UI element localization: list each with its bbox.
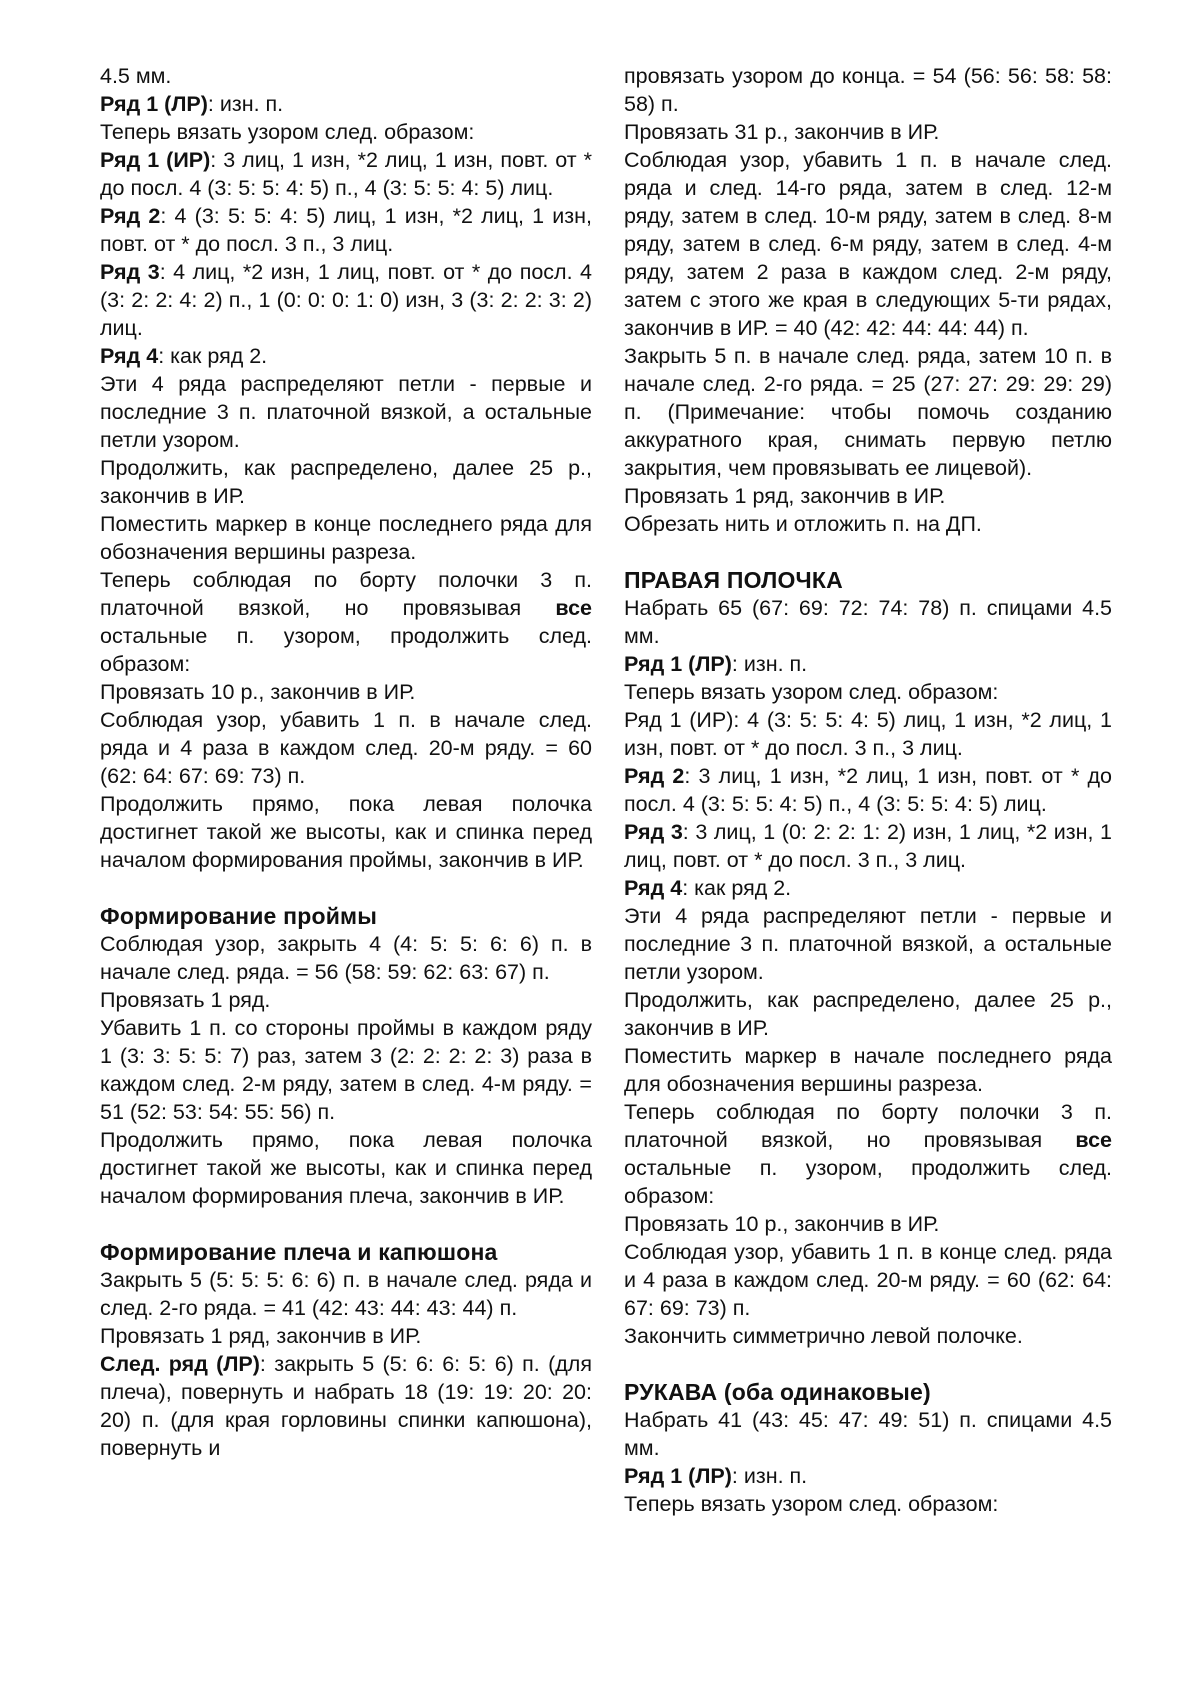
paragraph [100,62,592,90]
paragraph [100,90,592,118]
paragraph [100,118,592,146]
paragraph [624,818,1112,874]
text-run: Провязать 10 р., закончив в ИР. [100,680,416,704]
bold-run: Ряд 4 [100,344,159,368]
bold-run: Ряд 3 [100,260,160,284]
section-heading [624,566,1112,594]
text-run: Закончить симметрично левой полочке. [624,1324,1023,1348]
left-text-column [100,62,592,1462]
text-run: : 3 лиц, 1 (0: 2: 2: 1: 2) изн, 1 лиц, *2 изн, 1 лиц, повт. от * до посл. 3 п., 3 лиц. [624,820,1112,872]
text-run: : 4 лиц, *2 изн, 1 лиц, повт. от * до посл. 4 (3: 2: 2: 4: 2) п., 1 (0: 0: 0: 1: 0) изн, 3 (3: 2: 2: 3: 2) лиц. [100,260,592,340]
paragraph [624,1238,1112,1322]
paragraph [624,902,1112,986]
text-run: остальные п. узором, продолжить след. образом: [100,624,592,676]
text-run: Теперь соблюдая по борту полочки 3 п. платочной вязкой, но провязывая [100,568,592,620]
paragraph [624,762,1112,818]
section-heading [100,902,592,930]
paragraph [624,1042,1112,1098]
paragraph [100,258,592,342]
paragraph [100,146,592,202]
text-run: : изн. п. [731,652,808,676]
bold-run: Ряд 1 (ЛР) [624,652,732,676]
paragraph [624,986,1112,1042]
paragraph [100,202,592,258]
text-run: Убавить 1 п. со стороны проймы в каждом ряду 1 (3: 3: 5: 5: 7) раз, затем 3 (2: 2: 2: 2: 3) раза в каждом след. 2-м ряду, затем в след. 4-м ряду. = 51 (52: 53: 54: 55: 56) п. [100,1016,592,1124]
text-run: Теперь соблюдая по борту полочки 3 п. платочной вязкой, но провязывая [624,1100,1112,1152]
text-run: Соблюдая узор, убавить 1 п. в начале след. ряда и след. 14-го ряда, затем в след. 12-м ряду, затем в след. 10-м ряду, затем в след. 8-м ряду, затем в след. 6-м ряду, затем в след. 4-м ряду, затем 2 раза в каждом след. 2-м ряду, затем с этого же края в следующих 5-ти рядах, закончив в ИР. = 40 (42: 42: 44: 44: 44) п. [624,148,1112,340]
text-run: Продолжить прямо, пока левая полочка достигнет такой же высоты, как и спинка перед началом формирования проймы, закончив в ИР. [100,792,592,872]
paragraph [100,986,592,1014]
paragraph [100,1350,592,1462]
bold-run: Ряд 2 [100,204,161,228]
text-run: Провязать 31 р., закончив в ИР. [624,120,940,144]
text-run: : 3 лиц, 1 изн, *2 лиц, 1 изн, повт. от * до посл. 4 (3: 5: 5: 4: 5) п., 4 (3: 5: 5: 4: 5) лиц. [624,764,1112,816]
paragraph [624,650,1112,678]
bold-run: След. ряд (ЛР) [100,1352,260,1376]
paragraph [624,1322,1112,1350]
text-run: Провязать 1 ряд, закончив в ИР. [624,484,946,508]
text-run: : закрыть 5 (5: 6: 6: 5: 6) п. (для плеча), повернуть и набрать 18 (19: 19: 20: 20: 20) п. (для края горловины спинки капюшона), повернуть и [100,1352,592,1460]
text-run: : изн. п. [731,1464,808,1488]
bold-run: все [555,596,592,620]
paragraph [100,678,592,706]
paragraph [100,1322,592,1350]
section-spacer [100,874,592,902]
paragraph [624,1462,1112,1490]
bold-run: ПРАВАЯ ПОЛОЧКА [624,567,843,593]
paragraph [624,594,1112,650]
text-run: : как ряд 2. [682,876,792,900]
paragraph [100,454,592,510]
bold-run: Ряд 2 [624,764,685,788]
paragraph [100,342,592,370]
paragraph [100,370,592,454]
bold-run: Формирование проймы [100,903,378,929]
bold-run: все [1075,1128,1112,1152]
text-run: Соблюдая узор, убавить 1 п. в начале след. ряда и 4 раза в каждом след. 20-м ряду. = 60 (62: 64: 67: 69: 73) п. [100,708,592,788]
text-run: 4.5 мм. [100,64,172,88]
bold-run: Ряд 1 (ЛР) [100,92,208,116]
paragraph [624,510,1112,538]
bold-run: РУКАВА [624,1379,718,1405]
text-run: : 4 (3: 5: 5: 4: 5) лиц, 1 изн, *2 лиц, 1 изн, повт. от * до посл. 3 п., 3 лиц. [100,204,592,256]
text-run: Эти 4 ряда распределяют петли - первые и последние 3 п. платочной вязкой, а остальные петли узором. [100,372,592,452]
text-run: Продолжить прямо, пока левая полочка достигнет такой же высоты, как и спинка перед началом формирования плеча, закончив в ИР. [100,1128,592,1208]
section-heading [624,1378,1112,1406]
text-run: (оба одинаковые) [717,1379,931,1405]
text-run: Соблюдая узор, закрыть 4 (4: 5: 5: 6: 6) п. в начале след. ряда. = 56 (58: 59: 62: 63: 67) п. [100,932,592,984]
text-run: Эти 4 ряда распределяют петли - первые и последние 3 п. платочной вязкой, а остальные петли узором. [624,904,1112,984]
right-text-column [624,62,1112,1518]
text-run: : 3 лиц, 1 изн, *2 лиц, 1 изн, повт. от * до посл. 4 (3: 5: 5: 4: 5) п., 4 (3: 5: 5: 4: 5) лиц. [100,148,592,200]
section-spacer [100,1210,592,1238]
text-run: Провязать 1 ряд, закончив в ИР. [100,1324,422,1348]
text-run: Набрать 41 (43: 45: 47: 49: 51) п. спицами 4.5 мм. [624,1408,1112,1460]
paragraph [100,1126,592,1210]
paragraph [624,62,1112,118]
paragraph [100,1266,592,1322]
text-run: Провязать 1 ряд. [100,988,271,1012]
paragraph [624,118,1112,146]
bold-run: Ряд 3 [624,820,683,844]
paragraph [624,706,1112,762]
bold-run: Ряд 1 (ЛР) [624,1464,732,1488]
paragraph [100,566,592,678]
text-run: Закрыть 5 (5: 5: 5: 6: 6) п. в начале след. ряда и след. 2-го ряда. = 41 (42: 43: 44: 43: 44) п. [100,1268,592,1320]
text-run: Соблюдая узор, убавить 1 п. в конце след. ряда и 4 раза в каждом след. 20-м ряду. = 60 (62: 64: 67: 69: 73) п. [624,1240,1112,1320]
text-run: Теперь вязать узором след. образом: [624,680,999,704]
paragraph [624,1490,1112,1518]
bold-run: Ряд 4 [624,876,683,900]
section-heading [100,1238,592,1266]
text-run: Поместить маркер в начале последнего ряда для обозначения вершины разреза. [624,1044,1112,1096]
text-run: Набрать 65 (67: 69: 72: 74: 78) п. спицами 4.5 мм. [624,596,1112,648]
text-run: : как ряд 2. [158,344,268,368]
paragraph [624,678,1112,706]
paragraph [100,1014,592,1126]
text-run: Обрезать нить и отложить п. на ДП. [624,512,982,536]
paragraph [100,706,592,790]
text-run: Теперь вязать узором след. образом: [624,1492,999,1516]
paragraph [624,1098,1112,1210]
paragraph [624,1210,1112,1238]
paragraph [100,790,592,874]
text-run: Продолжить, как распределено, далее 25 р., закончив в ИР. [624,988,1112,1040]
bold-run: Ряд 1 (ИР) [100,148,211,172]
text-run: Теперь вязать узором след. образом: [100,120,475,144]
text-run: остальные п. узором, продолжить след. образом: [624,1156,1112,1208]
text-run: Провязать 10 р., закончив в ИР. [624,1212,940,1236]
paragraph [624,874,1112,902]
text-run: Ряд 1 (ИР): 4 (3: 5: 5: 4: 5) лиц, 1 изн, *2 лиц, 1 изн, повт. от * до посл. 3 п., 3 лиц. [624,708,1112,760]
text-run: Продолжить, как распределено, далее 25 р., закончив в ИР. [100,456,592,508]
section-spacer [624,538,1112,566]
text-run: Поместить маркер в конце последнего ряда для обозначения вершины разреза. [100,512,592,564]
paragraph [100,510,592,566]
paragraph [624,482,1112,510]
paragraph [624,342,1112,482]
paragraph [100,930,592,986]
paragraph [624,146,1112,342]
paragraph [624,1406,1112,1462]
text-run: Закрыть 5 п. в начале след. ряда, затем 10 п. в начале след. 2-го ряда. = 25 (27: 27: 29: 29: 29) п. (Примечание: чтобы помочь созданию аккуратного края, снимать первую петлю закрытия, чем провязывать ее лицевой). [624,344,1112,480]
text-run: провязать узором до конца. = 54 (56: 56: 58: 58: 58) п. [624,64,1112,116]
text-run: : изн. п. [207,92,284,116]
bold-run: Формирование плеча и капюшона [100,1239,498,1265]
section-spacer [624,1350,1112,1378]
